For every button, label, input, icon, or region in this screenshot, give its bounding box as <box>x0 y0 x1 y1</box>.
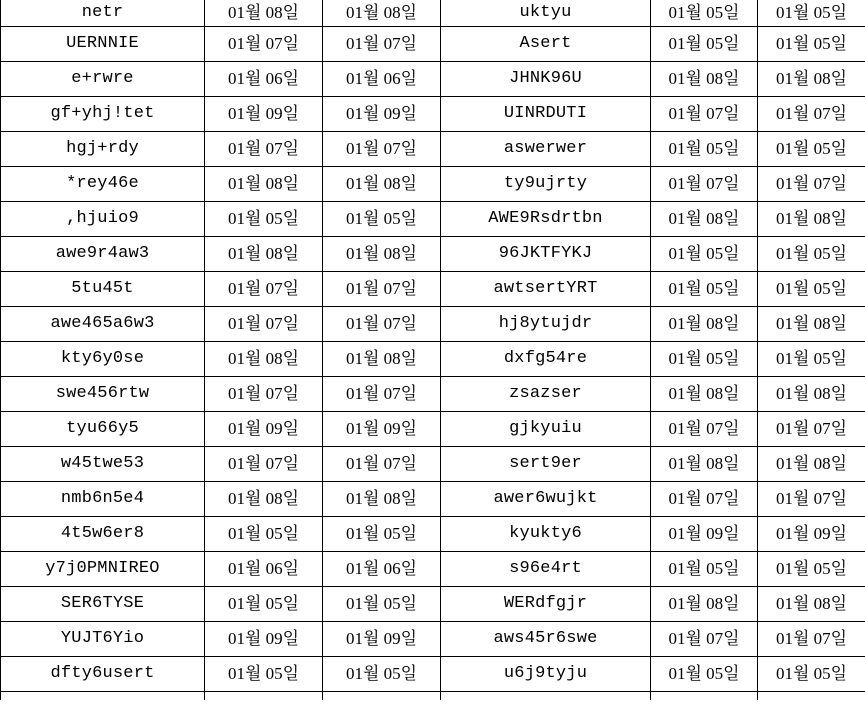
table-row <box>1 167 865 202</box>
table-cell-date_b: 01월 08일 <box>323 167 441 202</box>
table-cell-date_c: 01월 08일 <box>651 307 758 342</box>
table-cell-date_d: 01월 07일 <box>758 482 865 517</box>
table-row <box>1 412 865 447</box>
table-cell-date_a: 01월 07일 <box>205 377 323 412</box>
table-cell-code: kyukty6 <box>441 517 651 552</box>
table-cell-name: w45twe53 <box>1 447 205 482</box>
table-cell-name <box>1 692 205 701</box>
table-cell-date_b: 01월 09일 <box>323 412 441 447</box>
table-row <box>1 307 865 342</box>
table-row <box>1 62 865 97</box>
table-cell-date_d: 01월 09일 <box>758 517 865 552</box>
table-row <box>1 0 865 27</box>
table-cell-date_c: 01월 05일 <box>651 27 758 62</box>
table-row <box>1 342 865 377</box>
table-cell-code: zsazser <box>441 377 651 412</box>
table-row <box>1 132 865 167</box>
table-cell-name: e+rwre <box>1 62 205 97</box>
table-cell-date_c: 01월 05일 <box>651 552 758 587</box>
table-cell-date_b <box>323 692 441 701</box>
table-cell-date_c: 01월 09일 <box>651 517 758 552</box>
table-cell-code: awtsertYRT <box>441 272 651 307</box>
table-row <box>1 552 865 587</box>
table-cell-date_d: 01월 05일 <box>758 0 865 27</box>
table-cell-date_b: 01월 08일 <box>323 342 441 377</box>
table-cell-date_a: 01월 05일 <box>205 657 323 692</box>
table-cell-date_d: 01월 07일 <box>758 97 865 132</box>
table-cell-code: Asert <box>441 27 651 62</box>
table-row <box>1 377 865 412</box>
table-cell-name: nmb6n5e4 <box>1 482 205 517</box>
table-cell-date_c: 01월 05일 <box>651 132 758 167</box>
table-cell-date_a: 01월 05일 <box>205 202 323 237</box>
table-cell-date_a: 01월 05일 <box>205 587 323 622</box>
table-cell-date_c: 01월 08일 <box>651 447 758 482</box>
table-cell-date_b: 01월 08일 <box>323 0 441 27</box>
table-cell-date_b: 01월 06일 <box>323 552 441 587</box>
table-cell-code <box>441 692 651 701</box>
table-cell-code: s96e4rt <box>441 552 651 587</box>
table-row <box>1 482 865 517</box>
table-row <box>1 97 865 132</box>
table-cell-date_c: 01월 05일 <box>651 272 758 307</box>
table-cell-code: aws45r6swe <box>441 622 651 657</box>
table-cell-date_b: 01월 07일 <box>323 447 441 482</box>
table-cell-date_c: 01월 05일 <box>651 237 758 272</box>
table-row <box>1 202 865 237</box>
table-cell-code: ty9ujrty <box>441 167 651 202</box>
table-row <box>1 27 865 62</box>
table-body <box>1 0 865 700</box>
table-cell-date_c: 01월 07일 <box>651 622 758 657</box>
table-cell-date_a: 01월 06일 <box>205 62 323 97</box>
table-cell-date_d: 01월 07일 <box>758 167 865 202</box>
table-cell-date_d: 01월 05일 <box>758 657 865 692</box>
table-cell-name: y7j0PMNIREO <box>1 552 205 587</box>
table-cell-date_c: 01월 08일 <box>651 377 758 412</box>
table-cell-date_b: 01월 07일 <box>323 307 441 342</box>
table-cell-date_b: 01월 07일 <box>323 27 441 62</box>
table-cell-name: ,hjuio9 <box>1 202 205 237</box>
table-cell-date_d: 01월 08일 <box>758 202 865 237</box>
table-cell-date_a: 01월 08일 <box>205 237 323 272</box>
table-cell-date_c: 01월 05일 <box>651 342 758 377</box>
table-cell-name: awe465a6w3 <box>1 307 205 342</box>
table-cell-date_a: 01월 05일 <box>205 517 323 552</box>
table-cell-date_a: 01월 09일 <box>205 97 323 132</box>
table-cell-date_d: 01월 05일 <box>758 237 865 272</box>
table-cell-date_a: 01월 07일 <box>205 27 323 62</box>
table-row <box>1 517 865 552</box>
table-cell-date_b: 01월 05일 <box>323 517 441 552</box>
table-cell-date_a: 01월 07일 <box>205 447 323 482</box>
table-cell-date_a: 01월 07일 <box>205 307 323 342</box>
table-cell-date_b: 01월 05일 <box>323 202 441 237</box>
table-row <box>1 447 865 482</box>
table-cell-date_c: 01월 07일 <box>651 412 758 447</box>
table-cell-date_a <box>205 692 323 701</box>
table-cell-date_c: 01월 05일 <box>651 0 758 27</box>
table-cell-code: dxfg54re <box>441 342 651 377</box>
table-cell-date_b: 01월 07일 <box>323 272 441 307</box>
table-cell-date_b: 01월 07일 <box>323 377 441 412</box>
table-cell-date_d: 01월 08일 <box>758 307 865 342</box>
table-cell-name: YUJT6Yio <box>1 622 205 657</box>
table-cell-date_b: 01월 05일 <box>323 657 441 692</box>
table-cell-code: gjkyuiu <box>441 412 651 447</box>
table-cell-date_a: 01월 08일 <box>205 482 323 517</box>
table-cell-name: dfty6usert <box>1 657 205 692</box>
table-cell-date_b: 01월 07일 <box>323 132 441 167</box>
table-cell-date_b: 01월 08일 <box>323 482 441 517</box>
table-cell-date_d: 01월 08일 <box>758 587 865 622</box>
table-cell-date_a: 01월 08일 <box>205 0 323 27</box>
table-cell-code: aswerwer <box>441 132 651 167</box>
table-cell-date_c: 01월 08일 <box>651 62 758 97</box>
table-cell-name: swe456rtw <box>1 377 205 412</box>
table-cell-date_c: 01월 07일 <box>651 167 758 202</box>
table-cell-date_d: 01월 08일 <box>758 377 865 412</box>
table-cell-code: UINRDUTI <box>441 97 651 132</box>
table-cell-date_d: 01월 05일 <box>758 272 865 307</box>
table-row <box>1 692 865 701</box>
table-cell-date_a: 01월 09일 <box>205 622 323 657</box>
table-cell-date_b: 01월 08일 <box>323 237 441 272</box>
table-cell-date_c: 01월 08일 <box>651 202 758 237</box>
table-row <box>1 272 865 307</box>
table-cell-date_b: 01월 05일 <box>323 587 441 622</box>
table-cell-date_a: 01월 09일 <box>205 412 323 447</box>
table-cell-date_a: 01월 08일 <box>205 167 323 202</box>
table-cell-name: awe9r4aw3 <box>1 237 205 272</box>
table-row <box>1 237 865 272</box>
table-cell-name: 5tu45t <box>1 272 205 307</box>
table-cell-date_a: 01월 08일 <box>205 342 323 377</box>
table-cell-code: hj8ytujdr <box>441 307 651 342</box>
table-cell-date_c: 01월 07일 <box>651 97 758 132</box>
table-cell-name: netr <box>1 0 205 27</box>
table-cell-date_d: 01월 08일 <box>758 62 865 97</box>
table-cell-name: UERNNIE <box>1 27 205 62</box>
table-cell-date_b: 01월 09일 <box>323 97 441 132</box>
table-row <box>1 622 865 657</box>
table-row <box>1 657 865 692</box>
table-cell-name: gf+yhj!tet <box>1 97 205 132</box>
table-cell-code: WERdfgjr <box>441 587 651 622</box>
table-cell-name: kty6y0se <box>1 342 205 377</box>
table-cell-code: uktyu <box>441 0 651 27</box>
table-cell-name: tyu66y5 <box>1 412 205 447</box>
table-cell-date_b: 01월 09일 <box>323 622 441 657</box>
table-cell-code: u6j9tyju <box>441 657 651 692</box>
table-cell-code: JHNK96U <box>441 62 651 97</box>
table-cell-date_d: 01월 07일 <box>758 412 865 447</box>
table-cell-code: sert9er <box>441 447 651 482</box>
table-cell-date_c: 01월 08일 <box>651 587 758 622</box>
table-cell-date_a: 01월 07일 <box>205 272 323 307</box>
table-row <box>1 587 865 622</box>
table-cell-name: hgj+rdy <box>1 132 205 167</box>
table-cell-name: *rey46e <box>1 167 205 202</box>
table-cell-date_c <box>651 692 758 701</box>
table-cell-date_d <box>758 692 865 701</box>
table-cell-date_d: 01월 05일 <box>758 342 865 377</box>
table-cell-date_c: 01월 05일 <box>651 657 758 692</box>
table-cell-date_d: 01월 08일 <box>758 447 865 482</box>
table-cell-name: SER6TYSE <box>1 587 205 622</box>
table-cell-code: AWE9Rsdrtbn <box>441 202 651 237</box>
table-cell-code: 96JKTFYKJ <box>441 237 651 272</box>
table-cell-code: awer6wujkt <box>441 482 651 517</box>
table-cell-date_d: 01월 05일 <box>758 27 865 62</box>
table-cell-date_b: 01월 06일 <box>323 62 441 97</box>
table-cell-date_a: 01월 06일 <box>205 552 323 587</box>
table-cell-date_d: 01월 05일 <box>758 132 865 167</box>
table-cell-date_a: 01월 07일 <box>205 132 323 167</box>
table-cell-date_d: 01월 07일 <box>758 622 865 657</box>
table-cell-date_c: 01월 07일 <box>651 482 758 517</box>
table-cell-date_d: 01월 05일 <box>758 552 865 587</box>
table-cell-name: 4t5w6er8 <box>1 517 205 552</box>
